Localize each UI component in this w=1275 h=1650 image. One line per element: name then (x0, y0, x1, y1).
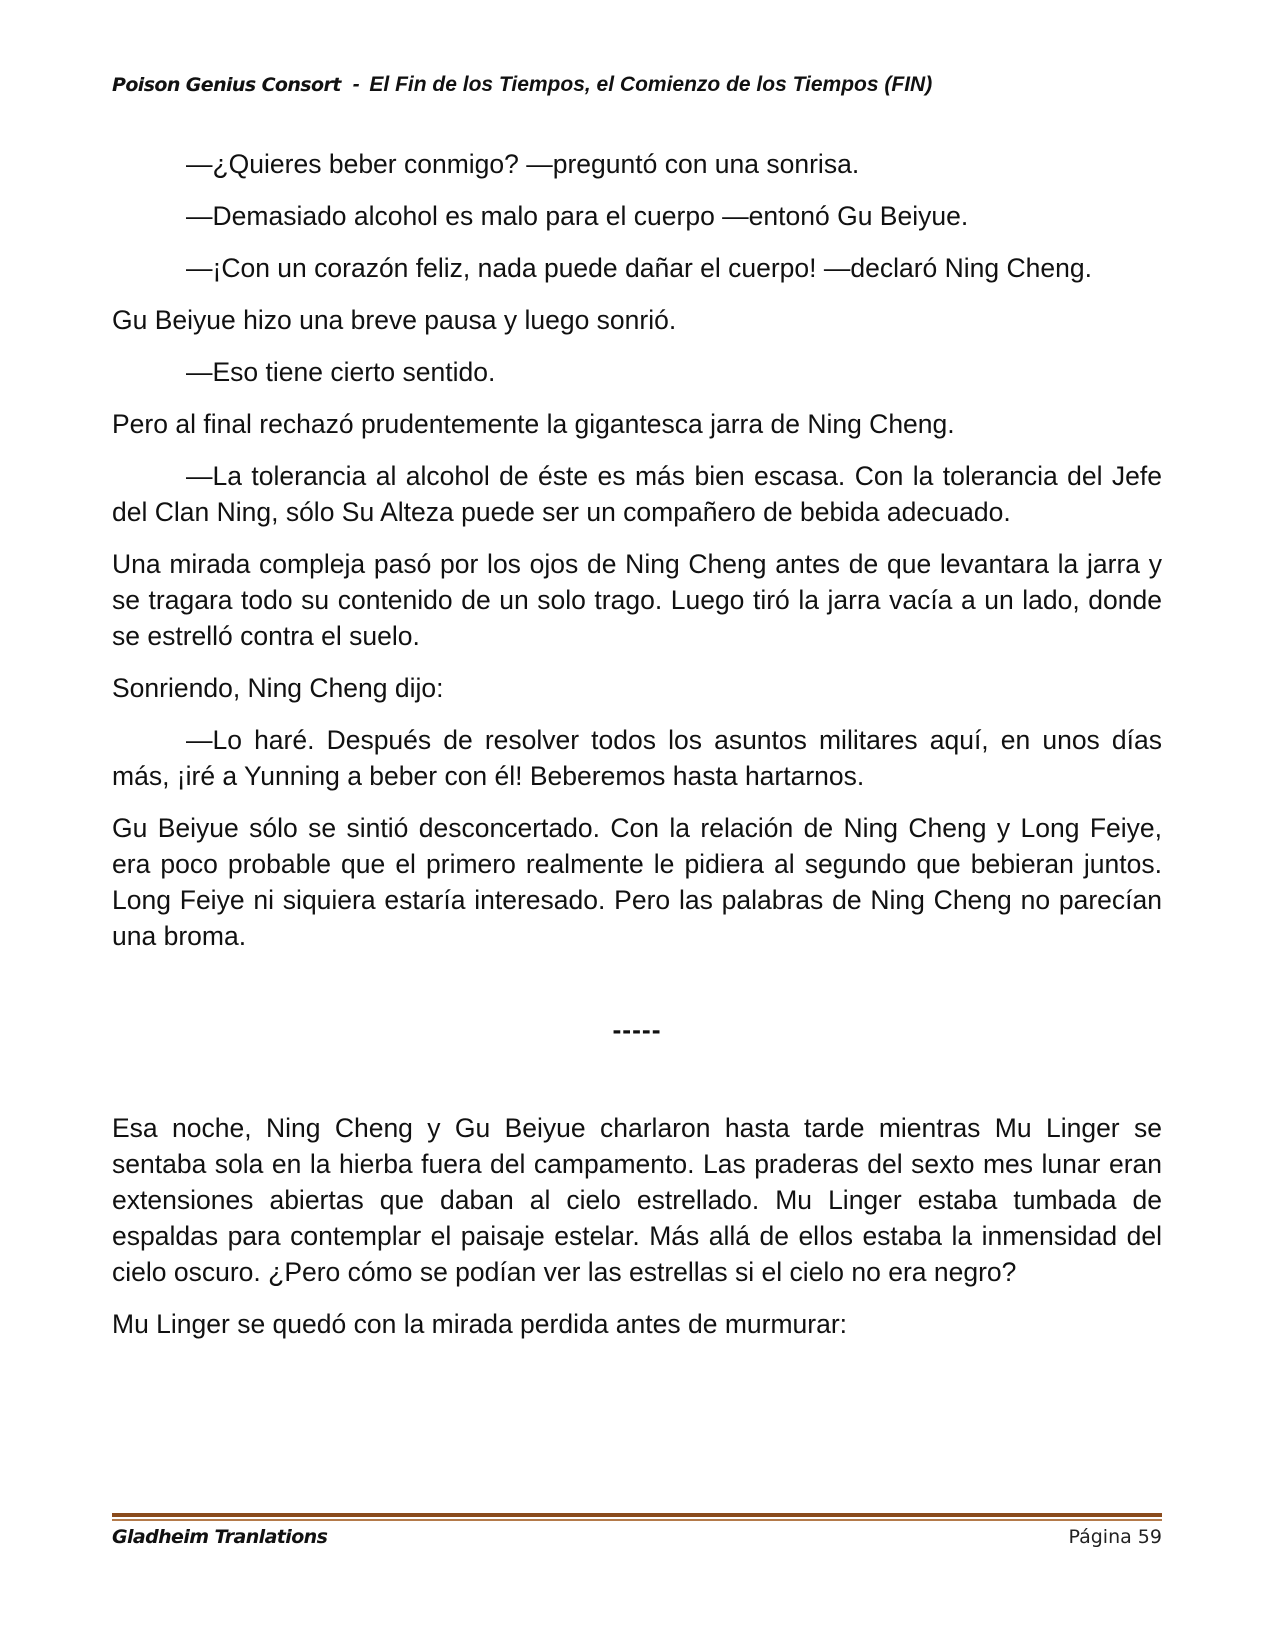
paragraph: Una mirada compleja pasó por los ojos de Ning Cheng antes de que levantara la jarra y se tragara todo su contenido de un solo trago. Luego tiró la jarra vacía a un lado, donde se estrelló contra el suelo. (112, 549, 1162, 651)
paragraph: Gu Beiyue hizo una breve pausa y luego sonrió. (112, 305, 677, 335)
footer-rule (112, 1513, 1162, 1521)
paragraph: —La tolerancia al alcohol de éste es más bien escasa. Con la tolerancia del Jefe del Clan Ning, sólo Su Alteza puede ser un compañero de bebida adecuado. (112, 461, 1162, 527)
paragraph: —¿Quieres beber conmigo? —preguntó con una sonrisa. (186, 149, 860, 179)
book-title: Poison Genius Consort (112, 74, 341, 96)
paragraph: —Eso tiene cierto sentido. (186, 357, 496, 387)
paragraph: —Lo haré. Después de resolver todos los asuntos militares aquí, en unos días más, ¡iré a Yunning a beber con él! Beberemos hasta hartarnos. (112, 725, 1162, 791)
paragraph: —Demasiado alcohol es malo para el cuerpo —entonó Gu Beiyue. (186, 201, 969, 231)
paragraph: Esa noche, Ning Cheng y Gu Beiyue charlaron hasta tarde mientras Mu Linger se sentaba sola en la hierba fuera del campamento. Las praderas del sexto mes lunar eran extensiones abiertas que daban al cielo estrellado. Mu Linger estaba tumbada de espaldas para contemplar el paisaje estelar. Más allá de ellos estaba la inmensidad del cielo oscuro. ¿Pero cómo se podían ver las estrellas si el cielo no era negro? (112, 1113, 1162, 1287)
page-header (112, 70, 1162, 100)
footer-rule-thin (112, 1519, 1162, 1521)
scene-separator: ----- (612, 1015, 662, 1045)
chapter-title: El Fin de los Tiempos, el Comienzo de los Tiempos (FIN) (369, 73, 933, 96)
paragraph: Mu Linger se quedó con la mirada perdida antes de murmurar: (112, 1309, 848, 1339)
header-separator: - (352, 73, 360, 96)
page-number: Página 59 (1068, 1526, 1162, 1548)
body-text (112, 146, 1162, 1358)
paragraph: Sonriendo, Ning Cheng dijo: (112, 673, 444, 703)
footer-rule-thick (112, 1513, 1162, 1517)
paragraph: —¡Con un corazón feliz, nada puede dañar el cuerpo! —declaró Ning Cheng. (186, 253, 1092, 283)
paragraph: Gu Beiyue sólo se sintió desconcertado. Con la relación de Ning Cheng y Long Feiye, era poco probable que el primero realmente le pidiera al segundo que bebieran juntos. Long Feiye ni siquiera estaría interesado. Pero las palabras de Ning Cheng no parecían una broma. (112, 813, 1162, 951)
paragraph: Pero al final rechazó prudentemente la gigantesca jarra de Ning Cheng. (112, 409, 955, 439)
footer-publisher: Gladheim Tranlations (112, 1526, 328, 1548)
